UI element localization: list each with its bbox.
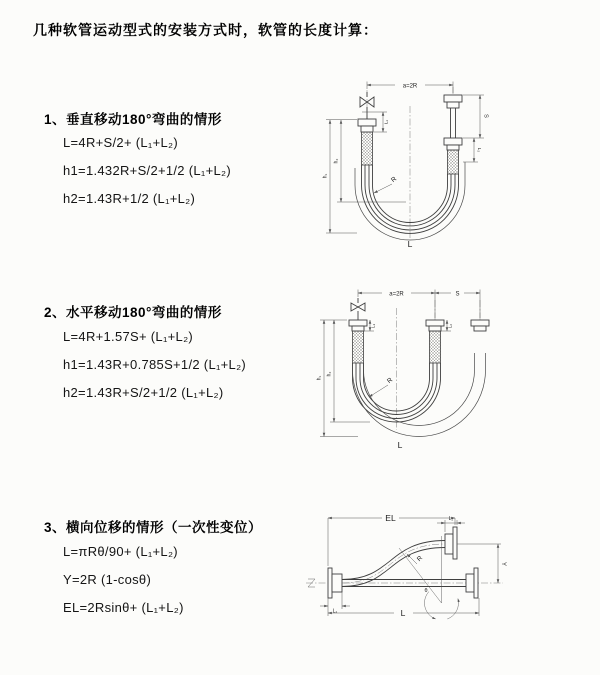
diagram-lateral-displacement <box>298 498 590 640</box>
formula-line: h1=1.432R+S/2+1/2 (L₁+L₂) <box>63 163 231 178</box>
formula-line: L=4R+1.57S+ (L₁+L₂) <box>63 329 194 344</box>
dim-label-l: L <box>400 608 406 618</box>
formula-line: h2=1.43R+1/2 (L₁+L₂) <box>63 191 196 206</box>
formula-line: h1=1.43R+0.785S+1/2 (L₁+L₂) <box>63 357 247 372</box>
dim-label-l: L <box>407 239 413 249</box>
dim-label-h2: h₂ <box>333 158 340 164</box>
dim-label-theta: θ <box>424 588 428 594</box>
dim-label-h1: h₁ <box>316 375 323 381</box>
dim-label-y: Y <box>500 561 506 567</box>
page-title: 几种软管运动型式的安装方式时，软管的长度计算： <box>33 22 378 38</box>
dim-label-a2r: a=2R <box>402 83 418 90</box>
valve-icon <box>351 298 365 320</box>
dim-label-l1: L₁ <box>384 119 390 125</box>
dim-label-h2: h₂ <box>326 371 333 377</box>
section-2-heading: 2、水平移动180°弯曲的情形 <box>44 305 222 320</box>
section-1-heading: 1、垂直移动180°弯曲的情形 <box>44 112 222 127</box>
dim-label-s: S <box>482 114 489 118</box>
dim-label-el: EL <box>385 513 396 523</box>
diagram-horizontal-180-bend <box>310 278 590 460</box>
dim-label-h1: h₁ <box>322 173 329 179</box>
dimension-lines <box>326 82 484 234</box>
dimension-lines <box>320 518 501 616</box>
dim-label-l2: L₂ <box>448 516 454 522</box>
diagram-vertical-180-bend <box>310 70 580 260</box>
dim-label-l1: L₁ <box>332 608 338 615</box>
dim-label-s: S <box>455 291 460 298</box>
dim-label-a2r: a=2R <box>389 291 404 298</box>
formula-line: L=πRθ/90+ (L₁+L₂) <box>63 544 178 559</box>
dim-label-l2: L₂ <box>476 147 481 153</box>
dim-label-r: R <box>386 376 395 386</box>
formula-line: Y=2R (1-cosθ) <box>63 572 152 587</box>
section-3-heading: 3、横向位移的情形（一次性变位） <box>44 520 263 535</box>
formula-line: EL=2Rsinθ+ (L₁+L₂) <box>63 600 184 615</box>
centerlines <box>397 300 481 430</box>
dim-label-r: R <box>390 175 399 185</box>
dim-label-l: L <box>397 440 403 450</box>
formula-line: h2=1.43R+S/2+1/2 (L₁+L₂) <box>63 385 224 400</box>
dim-label-r: R <box>415 554 425 564</box>
formula-line: L=4R+S/2+ (L₁+L₂) <box>63 135 178 150</box>
flanges <box>328 527 478 598</box>
dim-label-l1: L₁ <box>370 323 376 329</box>
centerlines <box>367 87 453 238</box>
dim-label-l2: L₂ <box>447 323 453 329</box>
